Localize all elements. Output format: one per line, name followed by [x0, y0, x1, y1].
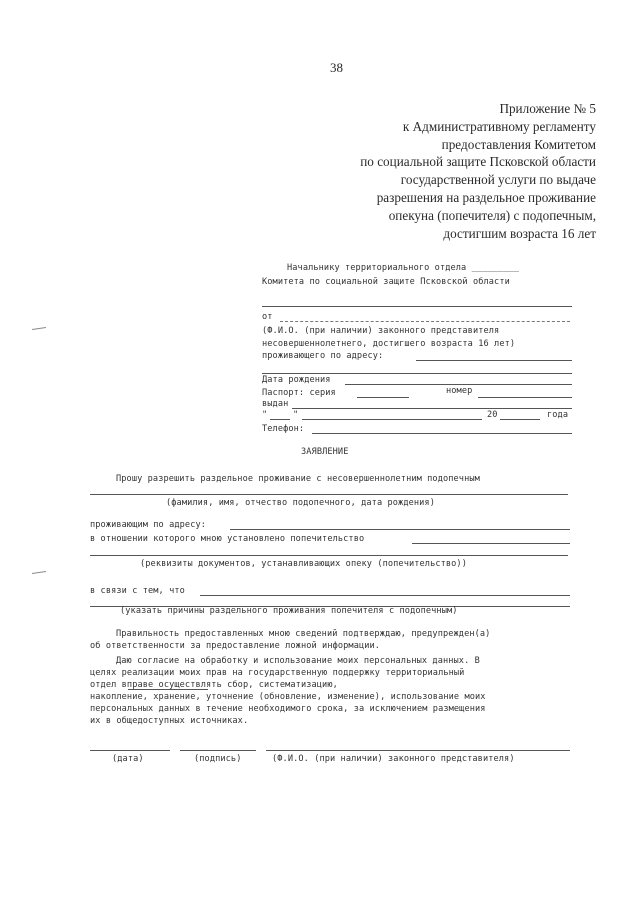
accuracy-text: об ответственности за предоставление ложной информации.	[90, 641, 381, 651]
appendix-line: Приложение № 5	[499, 101, 596, 116]
consent-text: Даю согласие на обработку и использование моих персональных данных. В	[116, 656, 480, 666]
date-quote: "	[293, 410, 299, 420]
address-field[interactable]	[416, 360, 572, 361]
addressee-head-line: Начальнику территориального отдела _________	[287, 263, 520, 273]
docs-field[interactable]	[90, 555, 568, 556]
month-field[interactable]	[302, 419, 482, 420]
ward-field[interactable]	[90, 494, 568, 495]
reason-note: (указать причины раздельного проживания попечителя с подопечным)	[120, 606, 458, 616]
ward-address-field[interactable]	[230, 529, 570, 530]
department-field[interactable]	[128, 689, 208, 690]
birth-date-label: Дата рождения	[262, 375, 331, 385]
day-field[interactable]	[270, 419, 290, 420]
issued-field[interactable]	[292, 408, 572, 409]
document-title: ЗАЯВЛЕНИЕ	[301, 447, 349, 457]
phone-field[interactable]	[312, 433, 572, 434]
relation-field[interactable]	[412, 543, 570, 544]
sign-date-label: (дата)	[112, 754, 144, 764]
ward-residing-label: проживающим по адресу:	[90, 520, 207, 530]
issued-label: выдан	[262, 399, 289, 409]
date-sign-field[interactable]	[90, 750, 170, 751]
fio-sign-field[interactable]	[266, 750, 570, 751]
appendix-line: разрешения на раздельное проживание	[376, 189, 596, 205]
appendix-line: по социальной защите Псковской области	[360, 154, 596, 170]
request-text: Прошу разрешить раздельное проживание с несовершеннолетним подопечным	[116, 474, 480, 484]
reason-field[interactable]	[200, 595, 570, 596]
consent-text: отдел вправе осуществлять сбор, систематизацию,	[90, 680, 338, 690]
appendix-line: к Административному регламенту	[402, 118, 596, 134]
fio-note: (Ф.И.О. (при наличии) законного представителя	[262, 326, 500, 336]
addressee-committee-line: Комитета по социальной защите Псковской области	[262, 277, 510, 287]
passport-label: Паспорт: серия	[262, 388, 336, 398]
consent-text: целях реализации моих прав на государственную поддержку территориальный	[90, 668, 465, 678]
from-label: от	[262, 312, 273, 322]
scan-mark	[32, 571, 46, 574]
consent-text: их в общедоступных источниках.	[90, 716, 249, 726]
year-field[interactable]	[500, 419, 540, 420]
appendix-line: опекуна (попечителя) с подопечным,	[388, 207, 596, 223]
due-to-label: в связи с тем, что	[90, 586, 185, 596]
passport-series-field[interactable]	[357, 397, 409, 398]
year-prefix: 20	[487, 410, 498, 420]
sign-signature-label: (подпись)	[194, 754, 242, 764]
from-field[interactable]	[280, 321, 570, 322]
phone-label: Телефон:	[262, 424, 305, 434]
consent-text: накопление, хранение, уточнение (обновление, изменение), использование моих	[90, 692, 486, 702]
docs-note: (реквизиты документов, устанавливающих опеку (попечительство))	[140, 559, 467, 569]
appendix-line: предоставления Комитетом	[441, 136, 596, 152]
appendix-header	[360, 100, 596, 242]
passport-number-label: номер	[446, 386, 473, 396]
signature-field[interactable]	[180, 750, 256, 751]
birth-date-field[interactable]	[345, 384, 572, 385]
residing-label: проживающего по адресу:	[262, 351, 384, 361]
appendix-line: государственной услуги по выдаче	[400, 172, 596, 188]
year-suffix: года	[547, 410, 569, 420]
scan-mark	[32, 327, 46, 330]
address-field-2[interactable]	[262, 373, 572, 374]
sign-fio-label: (Ф.И.О. (при наличии) законного представителя)	[272, 754, 515, 764]
fio-note: несовершеннолетнего, достигшего возраста 16 лет)	[262, 339, 516, 349]
accuracy-text: Правильность предоставленных мною сведений подтверждаю, предупрежден(а)	[116, 629, 491, 639]
blank-line[interactable]	[262, 306, 572, 307]
date-quote: "	[262, 410, 268, 420]
consent-text: персональных данных в течение необходимого срока, за исключением размещения	[90, 704, 486, 714]
guardian-relation: в отношении которого мною установлено попечительство	[90, 534, 365, 544]
page-number: 38	[330, 60, 343, 75]
appendix-line: достигшим возраста 16 лет	[443, 225, 596, 241]
ward-note: (фамилия, имя, отчество подопечного, дата рождения)	[166, 498, 435, 508]
passport-number-field[interactable]	[478, 397, 572, 398]
